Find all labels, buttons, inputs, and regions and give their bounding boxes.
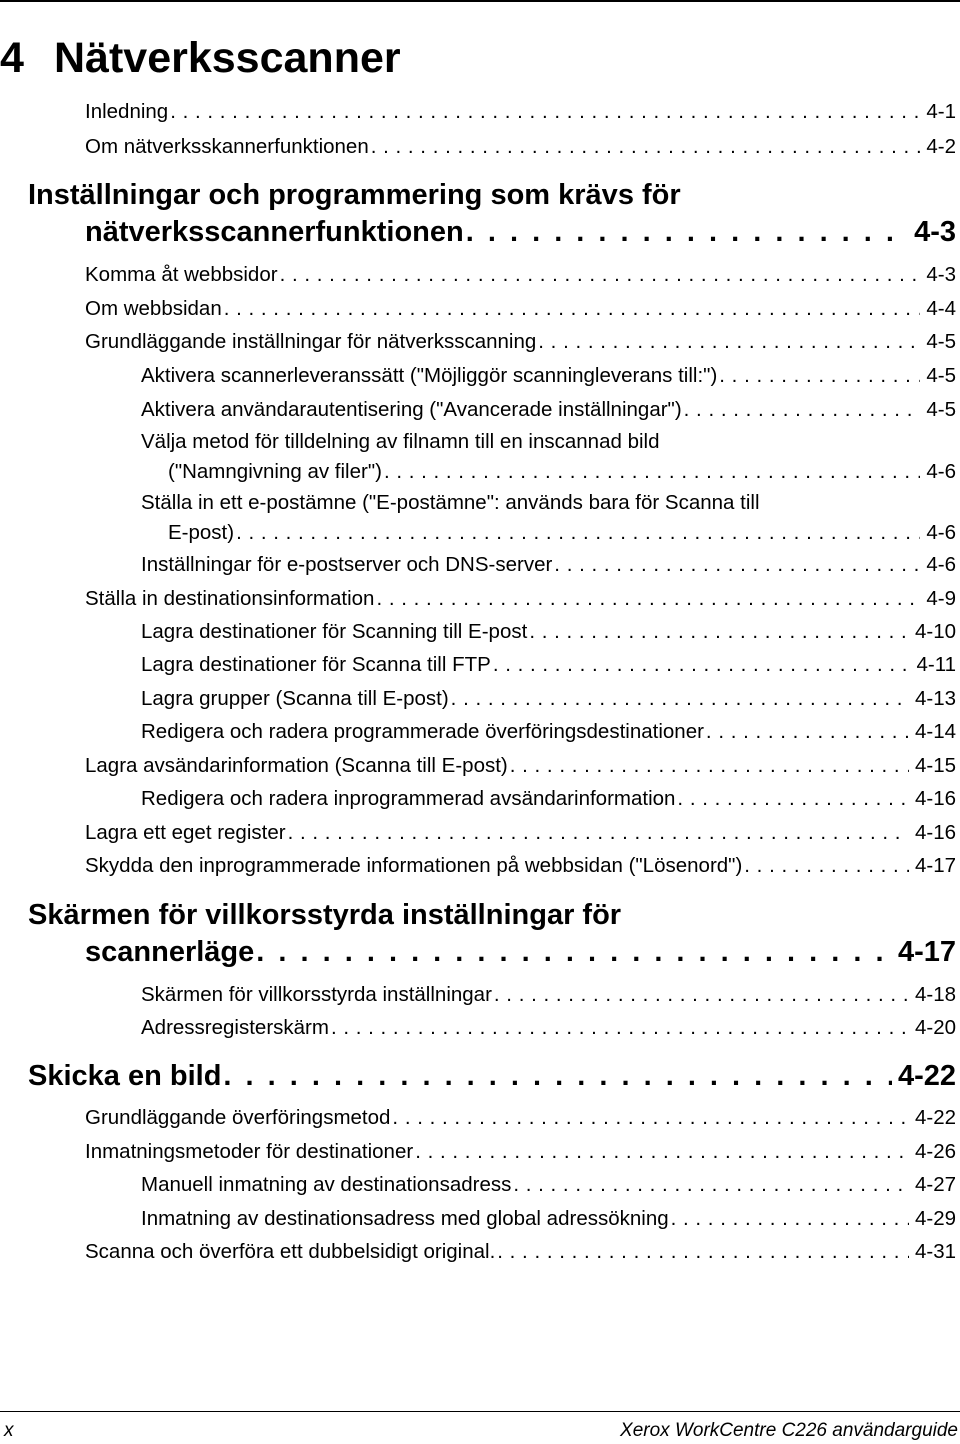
toc-entry-stalla-in-epostamne-line2[interactable] bbox=[168, 521, 956, 545]
toc-entry-stalla-in-epostamne[interactable]: Ställa in ett e-postämne ("E-postämne": används bara för Scanna till bbox=[141, 491, 760, 514]
chapter-number: 4 bbox=[0, 34, 24, 82]
dot-leader bbox=[382, 460, 920, 484]
toc-page-number: 4-1 bbox=[926, 100, 956, 123]
dot-leader bbox=[234, 521, 920, 545]
toc-entry-grundlaggande-installningar[interactable] bbox=[85, 330, 956, 354]
toc-entry-text: Skydda den inprogrammerade informationen på webbsidan ("Lösenord") bbox=[85, 854, 743, 877]
toc-entry-lagra-grupper[interactable] bbox=[141, 687, 956, 711]
toc-entry-text: scannerläge bbox=[85, 936, 255, 968]
dot-leader bbox=[413, 1140, 909, 1164]
toc-entry-text: Ställa in destinationsinformation bbox=[85, 587, 375, 610]
toc-entry-text: E-post) bbox=[168, 521, 235, 544]
toc-entry-text: Inmatningsmetoder för destinationer bbox=[85, 1140, 414, 1163]
toc-entry-om-webbsidan[interactable] bbox=[85, 297, 956, 321]
toc-entry-text: Om nätverksskannerfunktionen bbox=[85, 135, 369, 158]
toc-entry-text: Aktivera scannerleveranssätt ("Möjliggör scanningleverans till:") bbox=[141, 364, 718, 387]
toc-entry-redigera-avsandarinformation[interactable] bbox=[141, 787, 956, 811]
toc-entry-text: Aktivera användarautentisering ("Avancerade inställningar") bbox=[141, 398, 682, 421]
toc-page-number: 4-11 bbox=[916, 653, 956, 676]
toc-page-number: 4-6 bbox=[926, 521, 956, 544]
dot-leader bbox=[286, 821, 909, 845]
toc-entry-manuell-inmatning[interactable] bbox=[141, 1173, 956, 1197]
dot-leader bbox=[742, 854, 909, 878]
dot-leader bbox=[390, 1106, 909, 1130]
footer-guide-title: Xerox WorkCentre C226 användarguide bbox=[620, 1420, 958, 1441]
dot-leader bbox=[704, 720, 909, 744]
toc-section-heading-skarmen-line2[interactable] bbox=[85, 936, 956, 969]
dot-leader bbox=[492, 983, 909, 1007]
toc-page-number: 4-3 bbox=[926, 263, 956, 286]
dot-leader bbox=[221, 1060, 892, 1093]
toc-page-number: 4-22 bbox=[897, 1060, 956, 1092]
dot-leader bbox=[464, 216, 908, 249]
toc-entry-text: nätverksscannerfunktionen bbox=[85, 216, 464, 248]
dot-leader bbox=[254, 936, 892, 969]
dot-leader bbox=[682, 398, 921, 422]
toc-page-number: 4-16 bbox=[914, 787, 956, 810]
dot-leader bbox=[675, 787, 909, 811]
toc-page-number: 4-27 bbox=[914, 1173, 956, 1196]
footer-rule bbox=[0, 1411, 960, 1412]
dot-leader bbox=[329, 1016, 909, 1040]
toc-entry-valja-metod[interactable]: Välja metod för tilldelning av filnamn till en inscannad bild bbox=[141, 430, 660, 453]
dot-leader bbox=[552, 553, 920, 577]
toc-entry-lagra-avsandarinformation[interactable] bbox=[85, 754, 956, 778]
toc-entry-text: Lagra grupper (Scanna till E-post) bbox=[141, 687, 449, 710]
toc-entry-redigera-programmerade[interactable] bbox=[141, 720, 956, 744]
dot-leader bbox=[527, 620, 909, 644]
toc-entry-lagra-destinationer-ftp[interactable] bbox=[141, 653, 956, 677]
toc-entry-text: Lagra destinationer för Scanning till E-post bbox=[141, 620, 528, 643]
toc-section-heading-skarmen[interactable]: Skärmen för villkorsstyrda inställningar för bbox=[28, 899, 622, 931]
dot-leader bbox=[168, 100, 920, 124]
chapter-name: Nätverksscanner bbox=[54, 34, 401, 82]
toc-page-number: 4-9 bbox=[926, 587, 956, 610]
toc-entry-text: ("Namngivning av filer") bbox=[168, 460, 382, 483]
toc-entry-aktivera-anvandarautentisering[interactable] bbox=[141, 398, 956, 422]
toc-entry-text: Inmatning av destinationsadress med global adressökning bbox=[141, 1207, 669, 1230]
toc-page-number: 4-18 bbox=[914, 983, 956, 1006]
toc-entry-text: Skicka en bild bbox=[28, 1060, 222, 1092]
dot-leader bbox=[449, 687, 909, 711]
toc-entry-inmatningsmetoder[interactable] bbox=[85, 1140, 956, 1164]
toc-page-number: 4-16 bbox=[914, 821, 956, 844]
toc-entry-text: Scanna och överföra ett dubbelsidigt original. bbox=[85, 1240, 496, 1263]
toc-entry-skarmen-villkorsstyrda[interactable] bbox=[141, 983, 956, 1007]
chapter-title bbox=[0, 32, 401, 84]
toc-page-number: 4-17 bbox=[897, 936, 956, 968]
toc-entry-text: Adressregisterskärm bbox=[141, 1016, 329, 1039]
toc-entry-lagra-destinationer-epost[interactable] bbox=[141, 620, 956, 644]
toc-page-number: 4-5 bbox=[926, 330, 956, 353]
top-rule bbox=[0, 0, 960, 2]
toc-page-number: 4-26 bbox=[914, 1140, 956, 1163]
toc-entry-aktivera-scannerleveranssatt[interactable] bbox=[141, 364, 956, 388]
toc-page-number: 4-6 bbox=[926, 553, 956, 576]
toc-entry-text: Grundläggande överföringsmetod bbox=[85, 1106, 391, 1129]
toc-page-number: 4-13 bbox=[914, 687, 956, 710]
toc-page-number: 4-29 bbox=[914, 1207, 956, 1230]
toc-entry-text: Skärmen för villkorsstyrda inställningar bbox=[141, 983, 492, 1006]
toc-entry-text: Lagra ett eget register bbox=[85, 821, 286, 844]
toc-entry-text: Manuell inmatning av destinationsadress bbox=[141, 1173, 512, 1196]
dot-leader bbox=[491, 653, 911, 677]
toc-page-number: 4-5 bbox=[926, 398, 956, 421]
toc-entry-text: Redigera och radera inprogrammerad avsändarinformation bbox=[141, 787, 676, 810]
toc-page-number: 4-4 bbox=[926, 297, 956, 320]
toc-page-number: 4-22 bbox=[914, 1106, 956, 1129]
toc-page-number: 4-17 bbox=[914, 854, 956, 877]
toc-entry-dubbelsidigt-original[interactable] bbox=[85, 1240, 956, 1264]
toc-page-number: 4-14 bbox=[914, 720, 956, 743]
toc-page-number: 4-5 bbox=[926, 364, 956, 387]
toc-entry-text: Inledning bbox=[85, 100, 169, 123]
toc-entry-text: Inställningar för e-postserver och DNS-server bbox=[141, 553, 553, 576]
toc-entry-om-natverksskannerfunktionen[interactable] bbox=[85, 135, 956, 159]
dot-leader bbox=[222, 297, 921, 321]
dot-leader bbox=[717, 364, 920, 388]
toc-entry-komma-at-webbsidor[interactable] bbox=[85, 263, 956, 287]
toc-section-heading-skicka-en-bild[interactable] bbox=[28, 1060, 956, 1093]
dot-leader bbox=[369, 135, 921, 159]
dot-leader bbox=[508, 754, 909, 778]
toc-entry-skydda-informationen[interactable] bbox=[85, 854, 956, 878]
toc-section-heading-installningar[interactable]: Inställningar och programmering som krävs för bbox=[28, 179, 681, 211]
toc-entry-destinationsinformation[interactable] bbox=[85, 587, 956, 611]
toc-entry-global-adressokning[interactable] bbox=[141, 1207, 956, 1231]
toc-entry-text: Lagra avsändarinformation (Scanna till E-post) bbox=[85, 754, 508, 777]
toc-entry-inledning[interactable] bbox=[85, 100, 956, 124]
toc-page-number: 4-20 bbox=[914, 1016, 956, 1039]
toc-section-heading-installningar-line2[interactable] bbox=[85, 216, 956, 249]
footer-page-label: x bbox=[4, 1420, 14, 1441]
dot-leader bbox=[374, 587, 920, 611]
toc-entry-text: Grundläggande inställningar för nätverksscanning bbox=[85, 330, 537, 353]
toc-entry-grundlaggande-overforingsmetod[interactable] bbox=[85, 1106, 956, 1130]
toc-entry-lagra-eget-register[interactable] bbox=[85, 821, 956, 845]
toc-page-number: 4-31 bbox=[914, 1240, 956, 1263]
toc-entry-text: Om webbsidan bbox=[85, 297, 222, 320]
toc-page-number: 4-15 bbox=[914, 754, 956, 777]
toc-entry-epostserver-dns[interactable] bbox=[141, 553, 956, 577]
toc-entry-adressregisterskarm[interactable] bbox=[141, 1016, 956, 1040]
toc-page-number: 4-3 bbox=[914, 216, 956, 248]
dot-leader bbox=[511, 1173, 909, 1197]
toc-page-number: 4-2 bbox=[926, 135, 956, 158]
dot-leader bbox=[495, 1240, 909, 1264]
toc-entry-text: Komma åt webbsidor bbox=[85, 263, 278, 286]
dot-leader bbox=[536, 330, 920, 354]
toc-entry-valja-metod-line2[interactable] bbox=[168, 460, 956, 484]
toc-page-number: 4-6 bbox=[926, 460, 956, 483]
toc-page-number: 4-10 bbox=[914, 620, 956, 643]
toc-entry-text: Redigera och radera programmerade överföringsdestinationer bbox=[141, 720, 704, 743]
toc-entry-text: Lagra destinationer för Scanna till FTP bbox=[141, 653, 491, 676]
dot-leader bbox=[669, 1207, 909, 1231]
dot-leader bbox=[278, 263, 921, 287]
